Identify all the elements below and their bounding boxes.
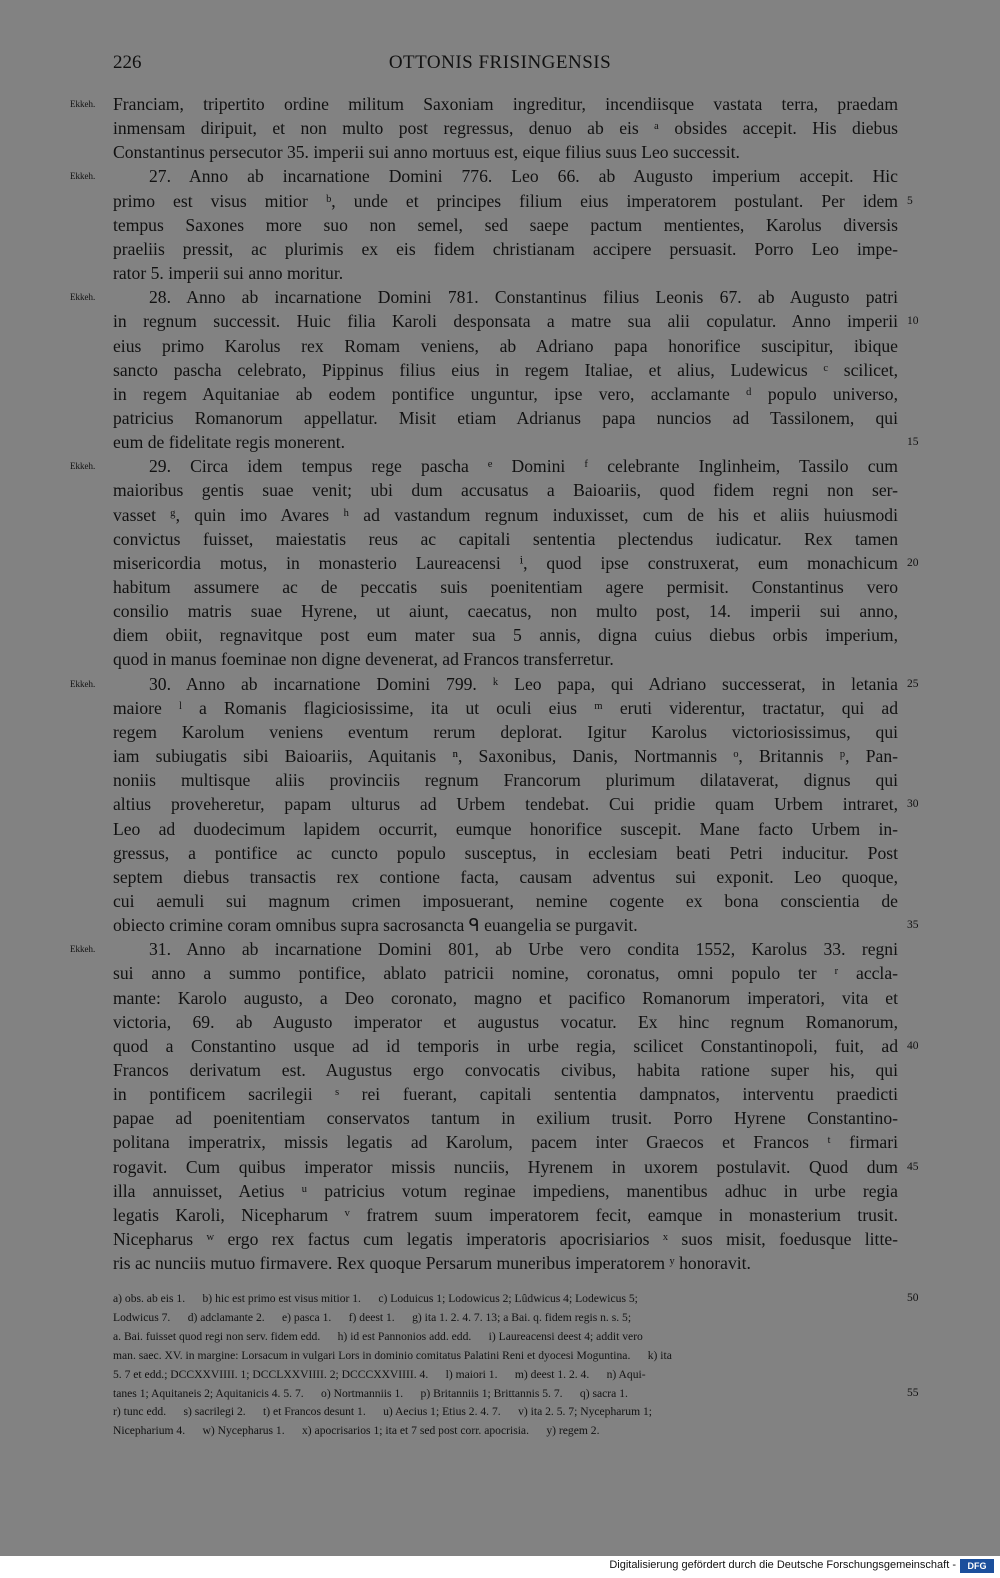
text-line: misericordia motus, in monasterio Laureacensi ⁱ, quod ipse construxerat, eum monachicum [113,552,898,573]
text-line: Leo ad duodecimum lapidem occurrit, eumque honorifice suscepit. Mane facto Urbem in- [113,818,898,839]
text-line: iam subiugatis sibi Baioariis, Aquitanis ⁿ, Saxonibus, Danis, Nortmannis ᵒ, Britannis ᵖ, Pan- [113,746,898,767]
text-line: diem obiit, regnavitque post eum mater sua 5 annis, digna cuius diebus orbis imperium, [113,625,898,646]
text-line: gressus, a pontifice ac cuncto populo susceptus, in ecclesiam beati Petri inducitur. Post [113,842,898,863]
source-note: Ekkeh. [70,461,96,472]
text-line: sancto pascha celebrato, Pippinus filius eius in regem Italiae, et alius, Ludewicus ᶜ scilicet, [113,359,898,380]
footnote-line: 5. 7 et edd.; DCCXXVIIII. 1; DCCLXXVIIII. 2; DCCCXXVIIII. 4. l) maiori 1. m) deest 1. 2. 4. n) Aqui- [113,1367,646,1381]
text-line: noniis multisque aliis provinciis regnum Francorum plurimum dilataverat, dignus qui [113,770,898,791]
text-line: habitum assumere ac de peccatis suis poenitentiam agere permisit. Constantinus vero [113,577,898,597]
line-number: 25 [907,677,919,690]
text-line: tempus Saxones more suo non semel, sed saepe pactum mentientes, Karolus diversis [113,214,898,235]
line-number: 30 [907,798,919,811]
text-line: Franciam, tripertito ordine militum Saxoniam ingreditur, incendiisque vastata terra, praedam [113,94,898,114]
text-line: legatis Karoli, Nicepharum ᵛ fratrem suum imperatorem fecit, eamque in monasterium trusit. [113,1204,898,1225]
page-header [0,52,1000,82]
footnote-line: a. Bai. fuisset quod regi non serv. fidem edd. h) id est Pannonios add. edd. i) Laureacensi deest 4; addit vero [113,1329,643,1343]
footnote-line: man. saec. XV. in margine: Lorsacum in vulgari Lors in dominio comitatus Palatini Reni et dyocesi Moguntina. k) ita [113,1348,672,1362]
line-number: 15 [907,436,919,449]
text-line: maiore ˡ a Romanis flagiciosissime, ita ut oculi eius ᵐ eruti viderentur, tractatur, qui ad [113,697,898,718]
text-line: patricius Romanorum appellatur. Misit etiam Adrianus papa nuncios ad Tassilonem, qui [113,407,898,428]
text-line: maioribus gentis suae venit; ubi dum accusatus a Baioariis, quod fidem regni non ser- [113,480,898,501]
text-line: sui anno a summo pontifice, ablato patricii nomine, coronatus, omni populo ter ʳ accla- [113,963,898,984]
text-line: 27. Anno ab incarnatione Domini 776. Leo 66. ab Augusto imperium accepit. Hic [149,166,898,187]
text-line: 29. Circa idem tempus rege pascha ᵉ Domini ᶠ celebrante Inglinheim, Tassilo cum [149,456,898,477]
text-line: altius proveheretur, papam ulturus ad Urbem tendebat. Cui pridie quam Urbem intraret, [113,794,898,815]
text-line: Constantinus persecutor 35. imperii sui anno mortuus est, eique filius suus Leo successit. [113,142,740,163]
text-line: ris ac nunciis mutuo firmavere. Rex quoque Persarum muneribus imperatorem ʸ honoravit. [113,1253,751,1274]
text-line: in regnum successit. Huic filia Karoli desponsata a matre sua alii copulatur. Anno imperii [113,311,898,332]
text-line: convictus fuisset, maiestatis reus ac capitali sententia plectendus iudicatur. Rex tamen [113,528,898,549]
text-line: praeliis pressit, ac plurimis ex eis fidem christianam accipere persuasit. Porro Leo impe- [113,238,898,259]
line-number: 55 [907,1386,919,1399]
text-line: primo est visus mitior ᵇ, unde et principes filium eius imperatorem postulant. Per idem [113,190,898,211]
text-line: septem diebus transactis rex contione facta, causam adventus sui exponit. Leo quoque, [113,866,898,887]
line-number: 10 [907,315,919,328]
line-number: 50 [907,1292,919,1304]
text-line: quod a Constantino usque ad id temporis in urbe regia, scilicet Constantinopoli, fuit, ad [113,1035,898,1056]
text-line: eius primo Karolus rex Romam veniens, ab Adriano papa honorifice suscipitur, ibique [113,335,898,356]
text-line: illa annuisset, Aetius ᵘ patricius votum reginae impediens, manentibus adhuc in urbe regia [113,1180,898,1201]
source-note: Ekkeh. [70,171,96,182]
footnote-line: Lodwicus 7. d) adclamante 2. e) pasca 1. f) deest 1. g) ita 1. 2. 4. 7. 13; a Bai. q. fidem regis n. s. 5; [113,1310,632,1324]
source-note: Ekkeh. [70,99,96,109]
text-line: rator 5. imperii sui anno moritur. [113,263,344,284]
text-line: 28. Anno ab incarnatione Domini 781. Constantinus filius Leonis 67. ab Augusto patri [149,287,898,308]
text-line: in regem Aquitaniae ab eodem pontifice unguntur, ipse vero, acclamante ᵈ populo universo, [113,383,898,404]
text-line: vasset ᵍ, quin imo Avares ʰ ad vastandum regnum induxisset, cum de his et aliis huiusmodi [113,504,898,525]
line-number: 20 [907,556,919,569]
footer-bar [0,1556,1000,1578]
funding-credit: Digitalisierung gefördert durch die Deutsche Forschungsgemeinschaft - [609,1559,956,1571]
footnote-line: a) obs. ab eis 1. b) hic est primo est visus mitior 1. c) Loduicus 1; Lodowicus 2; Lûdwicus 4; Lodewicus 5; [113,1292,638,1305]
page-number: 226 [113,52,142,73]
text-line: in pontificem sacrilegii ˢ rei fuerant, capitali sententia dampnatos, interventu praedicti [113,1084,898,1105]
line-number: 35 [907,919,919,932]
text-line: consilio matris suae Hyrene, ut aiunt, caecatus, non multo post, 14. imperii sui anno, [113,601,898,622]
text-line: cui aemuli sui magnum crimen imposuerant, nemine cogente ex bona conscientia de [113,890,898,911]
text-line: 31. Anno ab incarnatione Domini 801, ab Urbe vero condita 1552, Karolus 33. regni [149,939,898,960]
source-note: Ekkeh. [70,292,96,303]
line-number: 45 [907,1160,919,1173]
running-head: OTTONIS FRISINGENSIS [388,52,612,73]
text-line: mante: Karolo augusto, a Deo coronato, magno et pacifico Romanorum imperatori, vita et [113,987,898,1008]
text-line: victoria, 69. ab Augusto imperator et augustus vocatur. Ex hinc regnum Romanorum, [113,1011,898,1032]
footnote-line: r) tunc edd. s) sacrilegi 2. t) et Francos desunt 1. u) Aecius 1; Etius 2. 4. 7. v) ita 2. 5. 7; Nycepharum 1; [113,1405,653,1419]
text-line: 30. Anno ab incarnatione Domini 799. ᵏ Leo papa, qui Adriano successerat, in letania [149,673,898,694]
line-number: 40 [907,1039,919,1052]
text-line: Francos derivatum est. Augustus ergo convocatis civibus, habita ratione super his, qui [113,1060,898,1080]
text-line: inmensam diripuit, et non multo post regressus, denuo ab eis ᵃ obsides accepit. His diebus [113,118,898,139]
text-line: regem Karolum veniens eventum rerum deplorat. Igitur Karolus victoriosissimus, qui [113,721,898,742]
text-line: papae ad poenitentiam conservatos tantum in exilium trusit. Porro Hyrene Constantino- [113,1108,898,1129]
text-line: quod in manus foeminae non digne devenerat, ad Francos transferretur. [113,649,614,670]
footnote-line: Nicepharium 4. w) Nycepharus 1. x) apocrisarios 1; ita et 7 sed post corr. apocrisia. y) regem 2. [113,1424,600,1438]
text-line: rogavit. Cum quibus imperator missis nunciis, Hyrenem in uxorem postulavit. Quod dum [113,1156,898,1177]
line-number: 5 [907,194,913,207]
text-line: Nicepharus ʷ ergo rex factus cum legatis imperatoris apocrisiarios ˣ suos misit, foedusque litte- [113,1229,898,1250]
dfg-logo-icon: DFG [960,1559,994,1573]
text-line: obiecto crimine coram omnibus supra sacrosancta ᑫ euangelia se purgavit. [113,915,638,936]
text-line: politana imperatrix, missis legatis ad Karolum, pacem inter Graecos et Francos ᵗ firmari [113,1132,898,1153]
source-note: Ekkeh. [70,944,96,955]
text-line: eum de fidelitate regis monerent. [113,432,346,453]
source-note: Ekkeh. [70,678,96,689]
footnote-line: tanes 1; Aquitaneis 2; Aquitanicis 4. 5. 7. o) Nortmanniis 1. p) Britanniis 1; Brittannis 5. 7. q) sacra 1. [113,1386,628,1400]
